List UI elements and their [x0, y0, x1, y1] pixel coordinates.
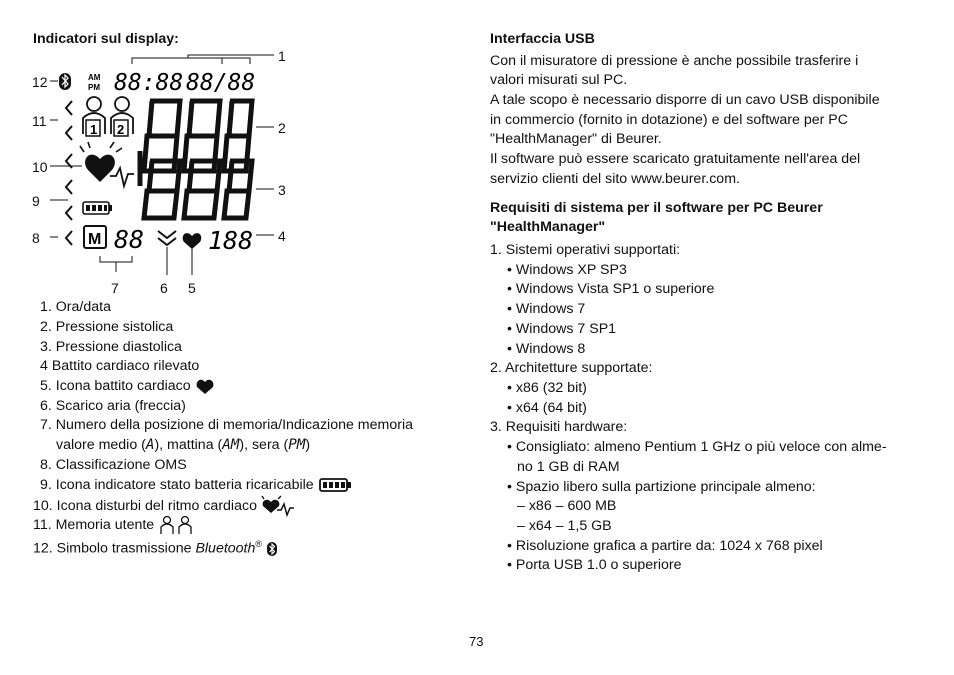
bluetooth-icon [266, 541, 278, 557]
list-item-text: 9. Icona indicatore stato batteria ricaricabile [40, 477, 314, 493]
callout-12: 12 [32, 74, 48, 90]
display-indicators-heading: Indicatori sul display: [33, 31, 179, 47]
paragraph-line: A tale scopo è necessario disporre di un cavo USB disponibile [490, 92, 880, 108]
lcd-pulse-digits: 188 [208, 226, 254, 255]
list-item-text: ) [305, 437, 311, 453]
lcd-morning-glyph: AM [222, 437, 240, 453]
lcd-average-glyph: A [145, 437, 155, 453]
list-item-text: 5. Icona battito cardiaco [40, 378, 191, 394]
list-item: 1. Ora/data [40, 299, 111, 315]
registered-mark: ® [255, 539, 263, 549]
list-item [56, 436, 310, 456]
paragraph-line: servizio clienti del sito www.beurer.com. [490, 171, 740, 187]
list-item: – x64 – 1,5 GB [517, 518, 612, 534]
list-item: no 1 GB di RAM [517, 459, 620, 475]
list-item: 2. Pressione sistolica [40, 319, 174, 335]
heartbeat-icon [183, 233, 202, 249]
paragraph-line: Il software può essere scaricato gratuitamente nell'area del [490, 151, 861, 167]
paragraph-line: in commercio (fornito in dotazione) e del software per PC [490, 112, 848, 128]
callout-9: 9 [32, 193, 40, 209]
list-item: 7. Numero della posizione di memoria/Indicazione memoria [40, 417, 413, 433]
callout-3: 3 [278, 182, 286, 198]
callout-6: 6 [160, 280, 168, 296]
system-requirements-heading-2: "HealthManager" [490, 219, 606, 235]
battery-icon [83, 202, 112, 214]
list-item-text: 12. Simbolo trasmissione [33, 540, 196, 557]
systolic-digits [140, 101, 252, 186]
lcd-memory-badge: M [88, 231, 102, 248]
arrhythmia-heart-icon [261, 495, 295, 517]
callout-10: 10 [32, 159, 48, 175]
list-item: • Windows 8 [507, 341, 586, 357]
lcd-time: 88:88 [114, 70, 184, 96]
callout-2: 2 [278, 120, 286, 136]
lcd-date: 88/88 [186, 70, 256, 96]
list-item [33, 535, 278, 560]
battery-icon [318, 477, 352, 493]
list-item: 2. Architetture supportate: [490, 360, 653, 376]
callout-4: 4 [278, 228, 286, 244]
list-item: 3. Pressione diastolica [40, 339, 182, 355]
lcd-user2: 2 [117, 122, 125, 137]
heartbeat-icon [195, 378, 215, 395]
callout-11: 11 [32, 113, 47, 129]
list-item: 6. Scarico aria (freccia) [40, 398, 186, 414]
list-item: • Windows 7 SP1 [507, 321, 617, 337]
list-item: • Windows Vista SP1 o superiore [507, 281, 715, 297]
user-memory-icon [158, 515, 194, 535]
list-item: • Windows 7 [507, 301, 586, 317]
system-requirements-heading: Requisiti di sistema per il software per PC Beurer [490, 200, 823, 216]
callout-1: 1 [278, 48, 286, 64]
list-item [33, 515, 194, 536]
list-item: – x86 – 600 MB [517, 498, 617, 514]
list-item: • Windows XP SP3 [507, 262, 627, 278]
bluetooth-icon [59, 73, 71, 90]
lcd-pm-label: PM [88, 83, 100, 92]
page-number: 73 [469, 634, 484, 649]
lcd-am-label: AM [88, 73, 101, 82]
paragraph-line: "HealthManager" di Beurer. [490, 131, 662, 147]
list-item: 3. Requisiti hardware: [490, 419, 628, 435]
list-item [33, 495, 295, 517]
lcd-memory-digits: 88 [114, 225, 145, 254]
list-item-text: 10. Icona disturbi del ritmo cardiaco [33, 497, 257, 514]
list-item: • Risoluzione grafica a partire da: 1024 x 768 pixel [507, 538, 823, 554]
list-item: • Consigliato: almeno Pentium 1 GHz o più veloce con alme- [507, 439, 887, 455]
list-item-text: ), mattina ( [154, 437, 223, 453]
who-classification-arrows-icon [66, 101, 72, 245]
list-item: 4 Battito cardiaco rilevato [40, 358, 200, 374]
paragraph-line: Con il misuratore di pressione è anche possibile trasferire i [490, 53, 859, 69]
list-item-text: ), sera ( [239, 437, 289, 453]
usb-interface-heading: Interfaccia USB [490, 31, 595, 47]
list-item [40, 377, 215, 397]
lcd-evening-glyph: PM [288, 437, 306, 453]
list-item: • Porta USB 1.0 o superiore [507, 557, 682, 573]
list-item: 1. Sistemi operativi supportati: [490, 242, 681, 258]
list-item: 8. Classificazione OMS [40, 457, 187, 473]
list-item: • x86 (32 bit) [507, 380, 587, 396]
paragraph-line: valori misurati sul PC. [490, 72, 628, 88]
callout-8: 8 [32, 230, 40, 246]
callout-5: 5 [188, 280, 196, 296]
callout-7: 7 [111, 280, 119, 296]
bluetooth-word: Bluetooth [195, 540, 256, 557]
lcd-display-diagram [28, 46, 298, 306]
list-item-text: 11. Memoria utente [33, 516, 155, 533]
list-item: • x64 (64 bit) [507, 400, 587, 416]
list-item [40, 476, 352, 496]
list-item: • Spazio libero sulla partizione principale almeno: [507, 479, 816, 495]
list-item-text: valore medio ( [56, 437, 146, 453]
deflate-arrow-icon [158, 231, 176, 245]
lcd-user1: 1 [90, 122, 98, 137]
arrhythmia-heart-icon [80, 142, 134, 186]
